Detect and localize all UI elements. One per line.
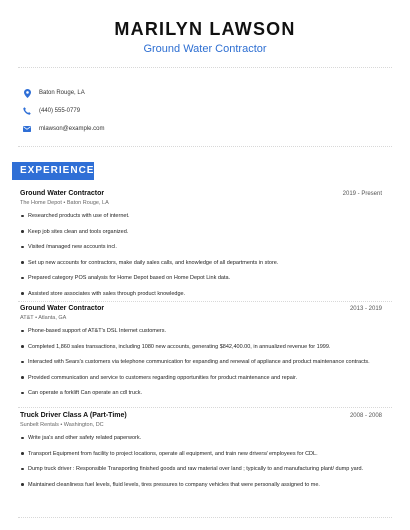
- contact-location: [22, 84, 104, 102]
- job-dates: 2008 - 2008: [349, 413, 382, 419]
- bullet-item: Prepared category POS analysis for Home Depot based on Home Depot Link data.: [20, 274, 382, 282]
- bullet-item: Researched products with use of internet.: [20, 212, 382, 220]
- job-dates: 2019 - Present: [342, 191, 382, 197]
- divider-job-2: [18, 407, 392, 408]
- bullet-item: Interacted with Sears's customers via telephone communication for expanding and renewal of appliance and product maintenance contracts.: [20, 358, 382, 366]
- bullet-item: Can operate a forklift Can operate an cdl truck.: [20, 389, 382, 397]
- job-dates: 2013 - 2019: [349, 306, 382, 312]
- job-header: [20, 412, 382, 419]
- location-text: Baton Rouge, LA: [39, 90, 85, 96]
- bullet-item: Completed 1,860 sales transactions, including 1080 new accounts, generating $842,400.00, in annualized revenue for 1999.: [20, 343, 382, 351]
- bullet-item: Visited /managed new accounts incl.: [20, 243, 382, 251]
- phone-text[interactable]: (440) 555-0779: [39, 108, 81, 114]
- bullet-item: Phone-based support of AT&T's DSL Internet customers.: [20, 327, 382, 335]
- job-bullets: [20, 434, 382, 489]
- experience-heading: EXPERIENCE: [12, 162, 94, 180]
- email-icon: [22, 124, 32, 134]
- bullet-item: Assisted store associates with sales through product knowledge.: [20, 290, 382, 298]
- bullet-item: Keep job sites clean and tools organized.: [20, 228, 382, 236]
- contact-list: [22, 84, 104, 138]
- contact-email: [22, 120, 104, 138]
- bullet-item: Set up new accounts for contractors, make daily sales calls, and knowledge of all departments in store.: [20, 259, 382, 267]
- job-company-location: The Home Depot • Baton Rouge, LA: [20, 200, 109, 206]
- phone-icon: [22, 106, 32, 116]
- resume-header: [0, 0, 410, 56]
- candidate-name: MARILYN LAWSON: [114, 19, 296, 39]
- divider-bottom: [18, 517, 392, 518]
- bullet-item: Maintained cleanliness fuel levels, fluid levels, tires pressures to company vehicles that were personally assigned to me.: [20, 481, 382, 489]
- divider-contact: [18, 146, 392, 147]
- job-company-location: Sunbelt Rentals • Washington, DC: [20, 422, 104, 428]
- job-header: [20, 190, 382, 197]
- job-bullets: [20, 327, 382, 397]
- job-header: [20, 305, 382, 312]
- divider-job-1: [18, 301, 392, 302]
- job-entry-2: [20, 305, 382, 405]
- email-text[interactable]: mlawson@example.com: [39, 126, 105, 132]
- bullet-item: Transport Equipment from facility to project locations, operate all equipment, and train new drivers/ employees for CDL.: [20, 450, 382, 458]
- bullet-item: Write jsa's and other safety related paperwork.: [20, 434, 382, 442]
- job-entry-3: [20, 412, 382, 496]
- divider-top: [18, 67, 392, 68]
- location-pin-icon: [22, 88, 32, 98]
- candidate-title: Ground Water Contractor: [143, 43, 267, 55]
- job-entry-1: [20, 190, 382, 305]
- job-title: Truck Driver Class A (Part-Time): [20, 412, 127, 419]
- job-title: Ground Water Contractor: [20, 305, 105, 312]
- job-title: Ground Water Contractor: [20, 190, 105, 197]
- bullet-item: Provided communication and service to customers regarding opportunities for product maintenance and repair.: [20, 374, 382, 382]
- job-company-location: AT&T • Atlanta, GA: [20, 315, 67, 321]
- job-bullets: [20, 212, 382, 298]
- bullet-item: Dump truck driver : Responsible Transporting finished goods and raw material over land ; typically to and manufacturing plant/ dump yard.: [20, 465, 382, 473]
- contact-phone: [22, 102, 104, 120]
